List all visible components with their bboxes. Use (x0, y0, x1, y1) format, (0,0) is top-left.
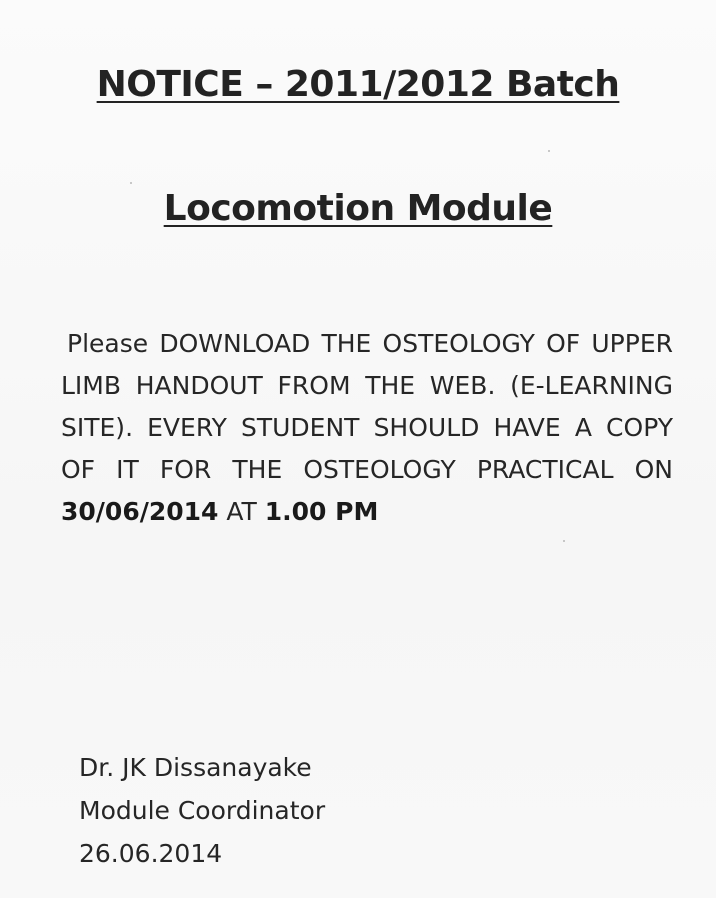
notice-date: 26.06.2014 (79, 839, 223, 868)
notice-body (61, 323, 673, 533)
notice-body-at: AT (226, 497, 257, 526)
signatory-name: Dr. JK Dissanayake (79, 753, 312, 782)
module-title: Locomotion Module (163, 188, 553, 229)
paper-speck (548, 150, 550, 152)
paper-speck (563, 540, 565, 542)
notice-body-intro: Please DOWNLOAD THE OSTEOLOGY OF UPPER LIMB HANDOUT FROM THE WEB. (E-LEARNING SITE). EVERY STUDENT SHOULD HAVE A COPY OF IT FOR THE OSTEOLOGY PRACTICAL ON (61, 329, 673, 484)
signature-block (79, 746, 325, 875)
notice-title: NOTICE – 2011/2012 Batch (96, 64, 620, 105)
signatory-role: Module Coordinator (79, 796, 326, 825)
practical-time: 1.00 PM (264, 497, 379, 526)
paper-speck (130, 182, 132, 184)
practical-date: 30/06/2014 (61, 497, 219, 526)
